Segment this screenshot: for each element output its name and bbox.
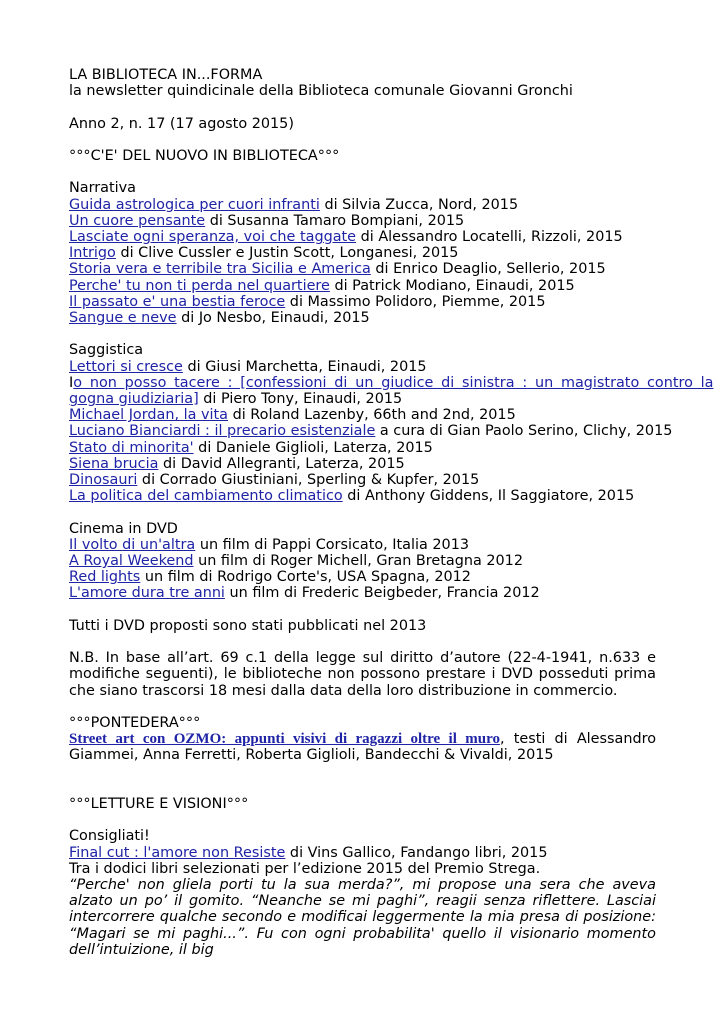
book-link[interactable]: Intrigo (69, 245, 116, 262)
saggistica-item (69, 456, 656, 472)
saggistica-item (69, 423, 673, 440)
book-link-continued[interactable]: gogna giudiziaria] (69, 391, 199, 407)
saggistica-line2 (69, 391, 656, 407)
book-link[interactable]: Stato di minorita' (69, 439, 194, 456)
book-link[interactable]: Final cut : l'amore non Resiste (69, 844, 286, 861)
narrativa-heading: Narrativa (69, 180, 136, 197)
consigliati-label: Consigliati! (69, 828, 150, 845)
saggistica-item (69, 472, 656, 488)
dvd-item (69, 585, 656, 601)
narrativa-item (69, 310, 656, 326)
dvd-note: Tutti i DVD proposti sono stati pubblicati nel 2013 (69, 617, 427, 634)
new-in-library-heading: °°°C'E' DEL NUOVO IN BIBLIOTECA°°° (69, 147, 340, 164)
newsletter-page (69, 67, 714, 958)
book-details: di Piero Tony, Einaudi, 2015 (198, 391, 403, 407)
narrativa-item (69, 213, 656, 229)
book-details: di Silvia Zucca, Nord, 2015 (319, 196, 519, 213)
book-details: di Giusi Marchetta, Einaudi, 2015 (182, 358, 427, 375)
narrativa-item (69, 261, 656, 277)
book-details: di Corrado Giustiniani, Sperling & Kupfer, 2015 (137, 472, 480, 489)
book-link[interactable]: o non posso tacere : [confessioni di un giudice di sinistra : un magistrato contro la (73, 374, 714, 391)
strega-note: Tra i dodici libri selezionati per l’edizione 2015 del Premio Strega. (69, 860, 541, 877)
narrativa-item (69, 278, 656, 294)
narrativa-item (69, 294, 656, 310)
recommended-item (69, 845, 656, 861)
dvd-details: un film di Roger Michell, Gran Bretagna 2012 (193, 553, 523, 570)
book-details: di David Allegranti, Laterza, 2015 (158, 455, 405, 472)
book-details: a cura di Gian Paolo Serino, Clichy, 2015 (375, 423, 673, 440)
dvd-link[interactable]: Il volto di un'altra (69, 536, 196, 553)
pontedera-item (69, 731, 656, 763)
book-details: di Susanna Tamaro Bompiani, 2015 (205, 212, 465, 229)
book-link[interactable]: La politica del cambiamento climatico (69, 488, 343, 505)
book-details: di Alessandro Locatelli, Rizzoli, 2015 (356, 228, 623, 245)
book-link[interactable]: Siena brucia (69, 455, 159, 472)
letture-heading: °°°LETTURE E VISIONI°°° (69, 795, 249, 812)
saggistica-item (69, 407, 656, 423)
pontedera-heading: °°°PONTEDERA°°° (69, 715, 201, 731)
book-prefix: I (69, 374, 74, 391)
book-link[interactable]: Un cuore pensante (69, 212, 206, 229)
dvd-details: un film di Rodrigo Corte's, USA Spagna, 2012 (140, 569, 471, 586)
book-excerpt: “Perche' non gliela porti tu la sua merda?”, mi propose una sera che aveva alzato un po’ il gomito. “Neanche se mi paghi”, reagii senza riflettere. Lasciai intercorrere qualche secondo e modificai leggermente la mia presa di posizione: “Magari se mi paghi...”. Fu con ogni probabilita' quello il visionario momento dell’intuizione, il big (69, 876, 656, 958)
cinema-heading: Cinema in DVD (69, 520, 178, 537)
book-link[interactable]: Il passato e' una bestia feroce (69, 293, 286, 310)
narrativa-item (69, 245, 656, 261)
narrativa-item (69, 197, 656, 213)
book-details: di Massimo Polidoro, Piemme, 2015 (285, 293, 546, 310)
saggistica-line1 (69, 374, 714, 391)
saggistica-heading: Saggistica (69, 342, 144, 359)
book-details: di Clive Cussler e Justin Scott, Longanesi, 2015 (115, 245, 459, 262)
book-details: di Daniele Giglioli, Laterza, 2015 (193, 439, 433, 456)
book-details: di Roland Lazenby, 66th and 2nd, 2015 (228, 407, 516, 424)
dvd-link[interactable]: Red lights (69, 569, 141, 586)
dvd-item (69, 553, 656, 569)
saggistica-item (69, 440, 656, 456)
book-link[interactable]: Lasciate ogni speranza, voi che taggate (69, 228, 357, 245)
book-link[interactable]: Storia vera e terribile tra Sicilia e America (69, 261, 371, 278)
dvd-link[interactable]: A Royal Weekend (69, 553, 194, 570)
book-details: di Anthony Giddens, Il Saggiatore, 2015 (342, 488, 635, 505)
newsletter-subtitle: la newsletter quindicinale della Biblioteca comunale Giovanni Gronchi (69, 83, 573, 100)
saggistica-item (69, 359, 656, 375)
book-link[interactable]: Sangue e neve (69, 310, 177, 326)
copyright-note: N.B. In base all’art. 69 c.1 della legge sul diritto d’autore (22-4-1941, n.633 e modifiche seguenti), le biblioteche non possono prestare i DVD posseduti prima che siano trascorsi 18 mesi dalla data della loro distribuzione in commercio. (69, 650, 656, 699)
dvd-item (69, 569, 656, 585)
book-link[interactable]: Michael Jordan, la vita (69, 407, 228, 424)
dvd-link[interactable]: L'amore dura tre anni (69, 585, 225, 602)
book-link[interactable]: Luciano Bianciardi : il precario esistenziale (69, 423, 376, 440)
dvd-details: un film di Pappi Corsicato, Italia 2013 (195, 536, 470, 553)
book-details: , testi di Alessandro Giammei, Anna Ferretti, Roberta Giglioli, Bandecchi & Vivaldi, 2015 (69, 731, 657, 764)
book-link[interactable]: Guida astrologica per cuori infranti (69, 196, 320, 213)
newsletter-title: LA BIBLIOTECA IN...FORMA (69, 67, 263, 83)
saggistica-item-multiline (69, 374, 714, 407)
book-details: di Enrico Deaglio, Sellerio, 2015 (370, 261, 606, 278)
book-details: di Jo Nesbo, Einaudi, 2015 (176, 310, 370, 326)
book-link[interactable]: Perche' tu non ti perda nel quartiere (69, 277, 330, 294)
book-link[interactable]: Dinosauri (69, 472, 138, 489)
saggistica-item (69, 488, 656, 504)
dvd-details: un film di Frederic Beigbeder, Francia 2012 (224, 585, 540, 602)
book-details: di Vins Gallico, Fandango libri, 2015 (285, 844, 548, 861)
book-link[interactable]: Lettori si cresce (69, 358, 183, 375)
issue-line: Anno 2, n. 17 (17 agosto 2015) (69, 115, 294, 132)
book-details: di Patrick Modiano, Einaudi, 2015 (329, 277, 575, 294)
pontedera-book-link[interactable]: Street art con OZMO: appunti visivi di ragazzi oltre il muro (69, 731, 500, 748)
dvd-item (69, 537, 656, 553)
narrativa-item (69, 229, 656, 245)
